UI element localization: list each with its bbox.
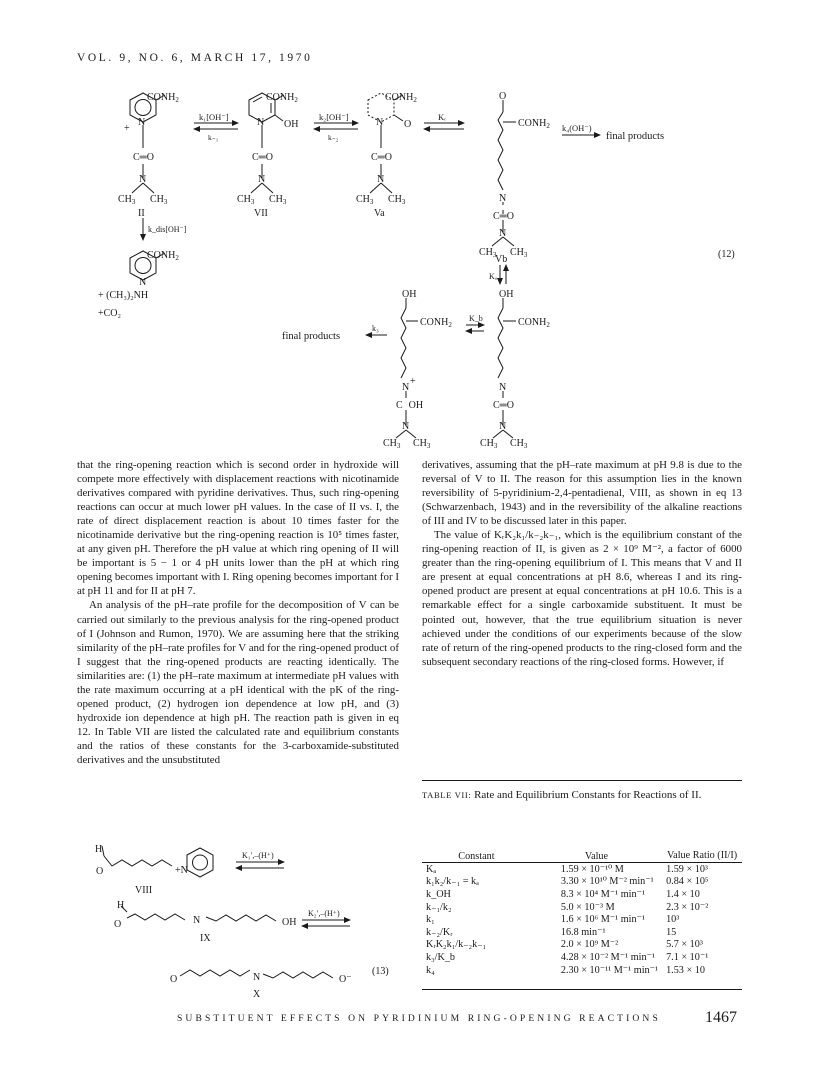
cell-constant: k₋₁/k₂	[426, 901, 452, 913]
byproduct-co2: +CO₂	[98, 308, 122, 319]
methyl-label: $CH_3$	[510, 247, 528, 259]
carbonyl-label: C═O	[493, 211, 514, 222]
cell-ratio: 1.4 × 10	[666, 888, 700, 900]
table-caption	[422, 788, 742, 802]
chain-nitrogen: N	[402, 382, 410, 393]
conh2-label: $CONH_2$	[518, 317, 550, 329]
cell-constant: k_OH	[426, 888, 451, 900]
carbonyl-label: C═O	[371, 152, 392, 163]
cell-constant: k₃/K_b	[426, 951, 456, 963]
cell-value: 2.30 × 10⁻¹¹ M⁻¹ min⁻¹	[560, 964, 659, 976]
methyl-label: $CH_3$	[388, 194, 406, 206]
equation-number: (13)	[372, 966, 389, 977]
imine-nitrogen: N	[193, 915, 201, 926]
right-text-column	[422, 458, 742, 669]
ring-nitrogen: N	[139, 277, 147, 288]
paragraph: The value of KᵣK₂k₁/k₋₂k₋₁, which is the equilibrium constant of the ring-opening reaction of II, is given as 2 × 10⁹ M⁻², a factor of 6000 greater than the ring-opening equilibrium of I. This means that V and II are present at equal concentrations at pH 8.6, whereas I and its ring-opened product are present at equal concentrations at pH 10.6. This is a remarkable effect for a single carboxamide substituent. It must be pointed out, however, that the true equilibrium situation is never achieved under the conditions of our experiments because of the slow rate of return of the ring-opened products to the ring-closed form and the subsequent secondary reactions of the ring-closed forms. However, if	[422, 529, 742, 668]
equation-number: (12)	[718, 249, 735, 260]
methyl-label: $CH_3$	[269, 194, 287, 206]
aldehyde-o: O	[114, 919, 122, 930]
k1-forward-label: k₁[OH⁻]	[199, 112, 229, 122]
ka-label: Kₐ	[489, 272, 497, 281]
cell-ratio: 1.53 × 10	[666, 964, 705, 976]
hydroxyl-label: OH	[282, 917, 297, 928]
byproduct-amine: + (CH₃)₂NH	[98, 290, 149, 301]
oxygen-label: O	[499, 91, 507, 102]
cell-constant: k₄	[426, 964, 435, 976]
conh2-label: $CONH_2$	[385, 92, 417, 104]
carbonyl-label: C OH	[396, 400, 424, 411]
methyl-label: $CH_3$	[510, 438, 528, 450]
cell-constant: KᵣK₂k₁/k₋₂k₋₁	[426, 939, 487, 951]
carbonyl-label: C═O	[493, 400, 514, 411]
cell-constant: k₋₂/Kᵣ	[426, 926, 453, 938]
kdis-label: k_dis[OH⁻]	[148, 225, 187, 234]
table-caption-text: Rate and Equilibrium Constants for Reactions of II.	[474, 789, 702, 801]
cell-ratio: 0.84 × 10⁵	[666, 876, 709, 888]
cell-ratio: 5.7 × 10³	[666, 939, 703, 951]
cell-constant: k₁	[426, 914, 435, 926]
amide-nitrogen: N	[258, 174, 266, 185]
aldehyde-o: O	[96, 866, 104, 877]
column-header-ratio: Value Ratio (II/I)	[666, 850, 738, 861]
methyl-label: $CH_3$	[237, 194, 255, 206]
imine-nitrogen: N	[253, 972, 261, 983]
cell-constant: Kₐ	[426, 863, 437, 875]
ring-nitrogen: N	[138, 117, 146, 128]
compound-label-VII: VII	[254, 208, 268, 219]
hydroxyl-label: OH	[402, 289, 417, 300]
aldehyde-h: H	[95, 844, 103, 855]
running-title: SUBSTITUENT EFFECTS ON PYRIDINIUM RING-OPENING REACTIONS	[177, 1013, 661, 1024]
compound-label-Vb: Vb	[495, 254, 508, 265]
conh2-label: $CONH_2$	[518, 118, 550, 130]
running-head: VOL. 9, NO. 6, MARCH 17, 1970	[77, 52, 313, 64]
carbonyl-label: C═O	[252, 152, 273, 163]
cell-ratio: 10³	[666, 914, 680, 926]
cell-ratio: 1.59 × 10³	[666, 863, 708, 875]
methyl-label: $CH_3$	[413, 438, 431, 450]
k2-forward-label: k₂[OH⁻]	[319, 112, 349, 122]
cell-value: 3.30 × 10¹⁰ M⁻² min⁻¹	[560, 876, 654, 888]
methyl-label: $CH_3$	[356, 194, 374, 206]
compound-label-VIII: VIII	[135, 885, 153, 896]
column-header-constant: Constant	[458, 851, 495, 862]
chain-nitrogen: N	[499, 193, 507, 204]
cell-constant: k₁k₂/k₋₁ = kₐ	[426, 876, 479, 888]
compound-label-Va: Va	[374, 208, 385, 219]
left-text-column	[77, 458, 399, 767]
paragraph: derivatives, assuming that the pH–rate maximum at pH 9.8 is due to the reversal of V to II. The reason for this assumption lies in the known reversibility of 5-pyridinium-2,4-pentadienal, VIII, as shown in eq 13 (Schwarzenbach, 1943) and in the reversibility of the alkaline reactions of III and IV to be discussed later in this paper.	[422, 459, 742, 528]
cell-ratio: 15	[666, 926, 677, 938]
table-rule-top	[422, 780, 742, 781]
cell-value: 2.0 × 10⁹ M⁻²	[560, 939, 619, 951]
amide-nitrogen: N	[139, 174, 147, 185]
compound-label-X: X	[253, 989, 261, 1000]
page-number: 1467	[705, 1009, 737, 1026]
kr-label: Kᵣ	[438, 112, 447, 122]
cell-value: 5.0 × 10⁻³ M	[560, 901, 615, 913]
pyridinium-nitrogen: +N	[175, 865, 188, 876]
arrow-label-k1: K₁′,–(H⁺)	[242, 851, 274, 860]
oxygen-label: O	[404, 119, 412, 130]
methyl-label: $CH_3$	[150, 194, 168, 206]
cell-value: 1.59 × 10⁻¹⁰ M	[560, 863, 624, 875]
aldehyde-h: H	[117, 900, 125, 911]
chain-nitrogen: N	[499, 382, 507, 393]
ring-nitrogen: N	[376, 117, 384, 128]
k4-label: k₄(OH⁻)	[562, 123, 592, 133]
column-header-value: Value	[584, 851, 609, 862]
cell-value: 4.28 × 10⁻² M⁻¹ min⁻¹	[560, 951, 655, 963]
reaction-scheme-13	[0, 830, 821, 1000]
k1-reverse-label: k₋₁	[208, 133, 219, 142]
methyl-label: $CH_3$	[118, 194, 136, 206]
conh2-label: $CONH_2$	[266, 92, 298, 104]
phenoxide-o: O⁻	[339, 974, 352, 985]
amide-nitrogen: N	[499, 228, 507, 239]
compound-label-IX: IX	[200, 933, 211, 944]
k2-reverse-label: k₋₂	[328, 133, 339, 142]
methyl-label: $CH_3$	[480, 438, 498, 450]
final-products-label: final products	[282, 331, 341, 342]
kb-label: K_b	[469, 314, 483, 323]
cell-value: 16.8 min⁻¹	[560, 926, 606, 938]
amide-nitrogen: N	[402, 421, 410, 432]
final-products-label: final products	[606, 131, 665, 142]
paragraph: that the ring-opening reaction which is second order in hydroxide will compete more effectively with displacement reactions with nicotinamide derivatives compared with pyridine derivatives. Thus, such ring-opening reactions can occur at much lower pH values. In the case of II vs. I, the rate of direct displacement reaction is about 10 times faster for the nicotinamide derivative but the ring-opening reaction is 10⁵ times faster, at any given pH. Therefore the pH value at which ring opening of II will be important is 5 − 1 or 4 pH units lower than the pH at which ring opening becomes important with I. Ring opening becomes important for I at pH 11 and for II at pH 7.	[77, 459, 399, 598]
ring-nitrogen: N	[257, 117, 265, 128]
hydroxyl-label: OH	[284, 119, 299, 130]
methyl-label: $CH_3$	[479, 247, 497, 259]
table-label: TABLE VII:	[422, 790, 472, 800]
cell-value: 1.6 × 10⁶ M⁻¹ min⁻¹	[560, 914, 646, 926]
cell-value: 8.3 × 10⁴ M⁻¹ min⁻¹	[560, 888, 646, 900]
conh2-label: $CONH_2$	[420, 317, 452, 329]
cell-ratio: 2.3 × 10⁻²	[666, 901, 709, 913]
compound-label-II: II	[138, 208, 145, 219]
reaction-scheme-12	[0, 0, 821, 460]
charge-plus: +	[410, 376, 416, 387]
amide-nitrogen: N	[377, 174, 385, 185]
amide-nitrogen: N	[499, 421, 507, 432]
cell-ratio: 7.1 × 10⁻¹	[666, 951, 709, 963]
conh2-label: $CONH_2$	[147, 92, 179, 104]
hydroxyl-label: OH	[499, 289, 514, 300]
carbonyl-label: C═O	[133, 152, 154, 163]
methyl-label: $CH_3$	[383, 438, 401, 450]
k3-label: k₃	[372, 324, 379, 333]
arrow-label-k2: K₂′,–(H⁺)	[308, 909, 340, 918]
conh2-label: $CONH_2$	[147, 250, 179, 262]
aldehyde-o: O	[170, 974, 178, 985]
paragraph: An analysis of the pH–rate profile for the decomposition of V can be carried out similarly to the previous analysis for the ring-opened product of I (Johnson and Rumon, 1970). We are assuming here that the striking similarity of the pH–rate profiles for V and for the ring-opened product of I suggest that the ring-opened products are reacting identically. The similarities are: (1) the pH–rate maximum at intermediate pH values with the rate maximum occurring at a pH identical with the pK of the ring-opened product, (2) hydrogen ion dependence at low pH, and (3) hydroxide ion dependence at high pH. The reaction path is given in eq 12. In Table VII are listed the calculated rate and equilibrium constants and the ratios of these constants for the 3-carboxamide-substituted derivatives and the unsubstituted	[77, 599, 399, 766]
charge-plus: +	[124, 123, 130, 134]
